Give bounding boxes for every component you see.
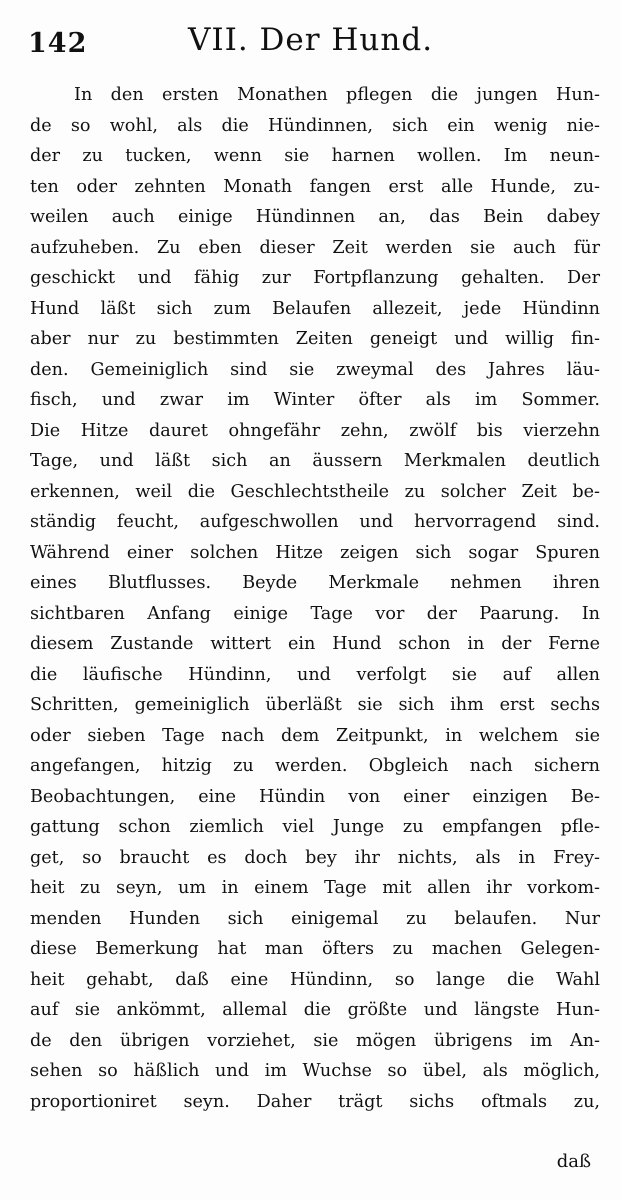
text-line: Während einer solchen Hitze zeigen sich sogar Spuren: [30, 542, 600, 563]
body-text: [30, 80, 600, 1117]
text-line: de den übrigen vorziehet, sie mögen übrigens im An-: [30, 1030, 600, 1051]
text-line: oder sieben Tage nach dem Zeitpunkt, in welchem sie: [30, 725, 600, 746]
text-line: auf sie ankömmt, allemal die größte und längste Hun-: [30, 1000, 600, 1020]
text-line: fisch, und zwar im Winter öfter als im Sommer.: [30, 390, 600, 410]
text-line: ständig feucht, aufgeschwollen und hervorragend sind.: [30, 512, 600, 532]
text-line: sichtbaren Anfang einige Tage vor der Paarung. In: [30, 603, 600, 624]
text-line: die läufische Hündinn, und verfolgt sie auf allen: [30, 664, 600, 685]
text-line: aber nur zu bestimmten Zeiten geneigt und willig fin-: [30, 329, 600, 349]
text-line: gattung schon ziemlich viel Junge zu empfangen pfle-: [30, 817, 600, 837]
text-line: den. Gemeiniglich sind sie zweymal des Jahres läu-: [30, 359, 600, 380]
text-line: aufzuheben. Zu eben dieser Zeit werden sie auch für: [30, 237, 600, 258]
text-line: angefangen, hitzig zu werden. Obgleich nach sichern: [30, 756, 600, 776]
text-line: Beobachtungen, eine Hündin von einer einzigen Be-: [30, 786, 600, 807]
text-line: menden Hunden sich einigemal zu belaufen. Nur: [30, 908, 600, 929]
text-line: de so wohl, als die Hündinnen, sich ein wenig nie-: [30, 115, 600, 136]
text-line: weilen auch einige Hündinnen an, das Bein dabey: [30, 207, 600, 227]
text-line: Schritten, gemeiniglich überläßt sie sich ihm erst sechs: [30, 695, 600, 715]
text-line: Hund läßt sich zum Belaufen allezeit, jede Hündinn: [30, 298, 600, 319]
text-line: diese Bemerkung hat man öfters zu machen Gelegen-: [30, 939, 600, 959]
running-head: VII. Der Hund.: [187, 22, 434, 58]
text-line: Die Hitze dauret ohngefähr zehn, zwölf bis vierzehn: [30, 420, 600, 441]
text-line: heit zu seyn, um in einem Tage mit allen ihr vorkom-: [30, 878, 600, 898]
text-line: erkennen, weil die Geschlechtstheile zu solcher Zeit be-: [30, 481, 600, 502]
text-line: geschickt und fähig zur Fortpflanzung gehalten. Der: [30, 268, 600, 288]
text-line: diesem Zustande wittert ein Hund schon in der Ferne: [30, 634, 600, 654]
text-line: ten oder zehnten Monath fangen erst alle Hunde, zu-: [30, 176, 600, 197]
text-line: eines Blutflusses. Beyde Merkmale nehmen ihren: [30, 573, 600, 593]
text-line: der zu tucken, wenn sie harnen wollen. Im neun-: [30, 146, 600, 166]
text-line: In den ersten Monathen pflegen die jungen Hun-: [74, 85, 600, 105]
text-line: Tage, und läßt sich an äussern Merkmalen deutlich: [30, 451, 600, 471]
text-line: get, so braucht es doch bey ihr nichts, als in Frey-: [30, 847, 600, 868]
text-line: heit gehabt, daß eine Hündinn, so lange die Wahl: [30, 969, 600, 990]
text-line: sehen so häßlich und im Wuchse so übel, als möglich,: [30, 1061, 600, 1081]
text-line: proportioniret seyn. Daher trägt sichs oftmals zu,: [30, 1091, 600, 1112]
catchword: daß: [556, 1151, 591, 1172]
page-number: 142: [28, 28, 88, 59]
